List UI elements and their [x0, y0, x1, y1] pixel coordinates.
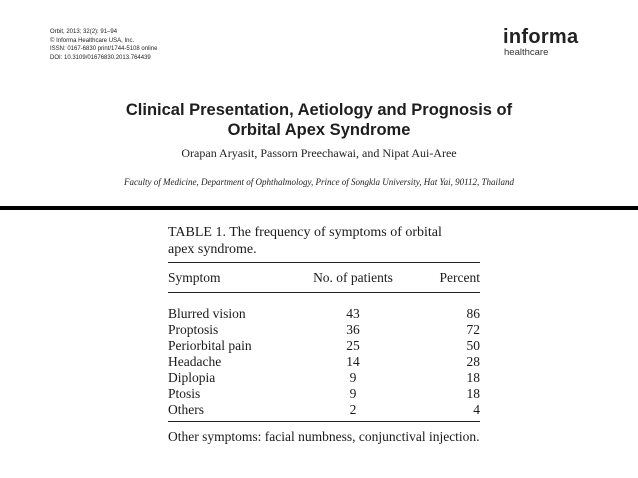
table-header-row: [168, 263, 480, 293]
cell-patients: 25: [346, 338, 360, 353]
cell-percent: 72: [466, 322, 480, 337]
cell-percent: 86: [466, 306, 480, 321]
cell-percent: 50: [466, 338, 480, 353]
publisher-logo: [503, 27, 578, 59]
table-row: [168, 402, 480, 422]
issn-line: ISSN: 0167-6830 print/1744-5108 online: [50, 46, 158, 52]
cell-symptom: Proptosis: [168, 322, 219, 337]
cell-percent: 18: [466, 370, 480, 385]
table-row: [168, 354, 480, 370]
logo-subtitle: healthcare: [504, 47, 549, 58]
doi-line: DOI: 10.3109/01676830.2013.764439: [50, 54, 151, 61]
affiliation: Faculty of Medicine, Department of Ophthalmology, Prince of Songkla University, Hat Yai, 90112, Thailand: [124, 177, 514, 187]
cell-symptom: Diplopia: [168, 370, 216, 385]
table-row: [168, 293, 480, 323]
cell-percent: 18: [466, 386, 480, 401]
cell-symptom: Blurred vision: [168, 306, 246, 321]
table-footnote: Other symptoms: facial numbness, conjunctival injection.: [168, 429, 480, 444]
cell-patients: 14: [346, 354, 360, 369]
table-figure: [168, 224, 480, 445]
header-symptom: Symptom: [168, 270, 221, 285]
cell-patients: 9: [349, 370, 357, 385]
cell-percent: 4: [473, 402, 480, 417]
author-list: Orapan Aryasit, Passorn Preechawai, and Nipat Aui-Aree: [181, 146, 457, 160]
title-line-2: Orbital Apex Syndrome: [227, 121, 411, 139]
symptom-frequency-table: [168, 262, 480, 422]
copyright-line: © Informa Healthcare USA, Inc.: [50, 37, 135, 44]
caption-line-1: TABLE 1. The frequency of symptoms of orbital: [168, 225, 442, 240]
citation-line: Orbit, 2013; 32(2): 91–94: [50, 29, 118, 35]
table-row: [168, 370, 480, 386]
cell-symptom: Headache: [168, 354, 222, 369]
header-percent: Percent: [439, 270, 480, 285]
cell-patients: 36: [346, 322, 360, 337]
table-row: [168, 338, 480, 354]
table-caption: [168, 224, 480, 258]
caption-line-2: apex syndrome.: [168, 242, 257, 257]
journal-metadata: [50, 28, 157, 62]
cell-symptom: Periorbital pain: [168, 338, 252, 353]
cell-patients: 2: [349, 402, 357, 417]
cell-symptom: Others: [168, 402, 204, 417]
table-row: [168, 322, 480, 338]
article-title: [0, 100, 638, 140]
title-line-1: Clinical Presentation, Aetiology and Prognosis of: [125, 101, 513, 119]
cell-patients: 9: [349, 386, 357, 401]
cell-patients: 43: [346, 306, 360, 321]
divider-bar: [0, 206, 638, 210]
cell-percent: 28: [466, 354, 480, 369]
cell-symptom: Ptosis: [168, 386, 201, 401]
table-row: [168, 386, 480, 402]
header-patients: No. of patients: [313, 270, 393, 285]
logo-brand: informa: [503, 26, 579, 48]
